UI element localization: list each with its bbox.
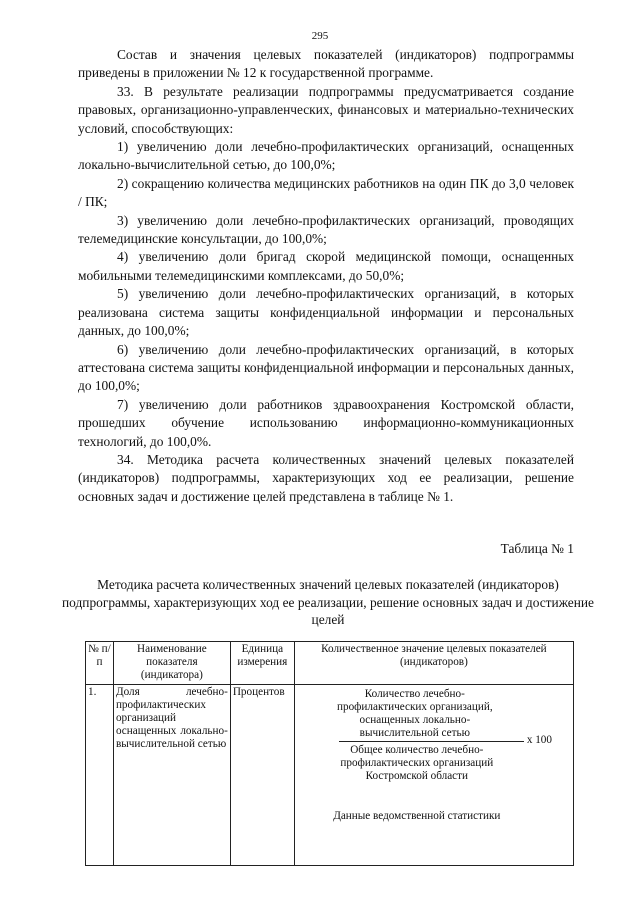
paragraph: 33. В результате реализации подпрограммы предусматривается создание правовых, организационно-управленческих, финансовых и материально-технических условий, способствующих:	[78, 83, 574, 136]
header-value: Количественное значение целевых показателей (индикаторов)	[294, 642, 573, 685]
cell-num: 1.	[86, 684, 114, 865]
paragraph: 4) увеличению доли бригад скорой медицинской помощи, оснащенных мобильными телемедицинскими комплексами, до 50,0%;	[78, 249, 574, 283]
paragraph: 34. Методика расчета количественных значений целевых показателей (индикаторов) подпрограммы, характеризующих ход ее реализации, решение основных задач и достижение целей представлена в таблице № 1.	[78, 451, 574, 504]
paragraph: 6) увеличению доли лечебно-профилактических организаций, в которых аттестована система защиты конфиденциальной информации и персональных данных, до 100,0%;	[78, 341, 574, 394]
formula-multiplier: x 100	[526, 733, 552, 746]
formula-denominator: Общее количество лечебно-профилактических организаций Костромской области	[340, 743, 494, 783]
header-num: № п/п	[86, 642, 114, 685]
paragraph: Состав и значения целевых показателей (индикаторов) подпрограммы приведены в приложении № 12 к государственной программе.	[78, 47, 574, 81]
paragraph: 7) увеличению доли работников здравоохранения Костромской области, прошедших обучение использованию информационно-коммуникационных технологий, до 100,0%.	[78, 396, 574, 449]
formula-numerator: Количество лечебно-профилактических организаций, оснащенных локально-вычислительной сетью	[336, 687, 493, 740]
paragraph: 1) увеличению доли лечебно-профилактических организаций, оснащенных локально-вычислительной сетью, до 100,0%;	[78, 139, 574, 173]
table-title: Методика расчета количественных значений целевых показателей (индикаторов) подпрограммы, характеризующих ход ее реализации, решение основных задач и достижение целей	[62, 577, 594, 627]
table-label: Таблица № 1	[500, 541, 574, 556]
page-number: 295	[311, 30, 329, 42]
indicators-table	[85, 641, 574, 866]
body-text	[78, 46, 574, 506]
paragraph: 5) увеличению доли лечебно-профилактических организаций, в которых реализована система защиты конфиденциальной информации и персональных данных, до 100,0%;	[78, 286, 574, 339]
paragraph: 2) сокращению количества медицинских работников на один ПК до 3,0 человек / ПК;	[78, 175, 574, 210]
cell-unit: Процентов	[230, 684, 294, 865]
header-name: Наименование показателя (индикатора)	[113, 642, 230, 685]
cell-formula	[294, 684, 573, 865]
data-source: Данные ведомственной статистики	[333, 809, 501, 822]
header-unit: Единица измерения	[230, 642, 294, 685]
table-row	[86, 684, 574, 865]
cell-name: Доля лечебно-профилактических организаций оснащенных локально-вычислительной сетью	[113, 684, 230, 865]
paragraph: 3) увеличению доли лечебно-профилактических организаций, проводящих телемедицинские консультации, до 100,0%;	[78, 212, 574, 247]
formula	[297, 686, 571, 864]
table-header-row	[86, 642, 574, 685]
fraction-line	[339, 741, 524, 742]
